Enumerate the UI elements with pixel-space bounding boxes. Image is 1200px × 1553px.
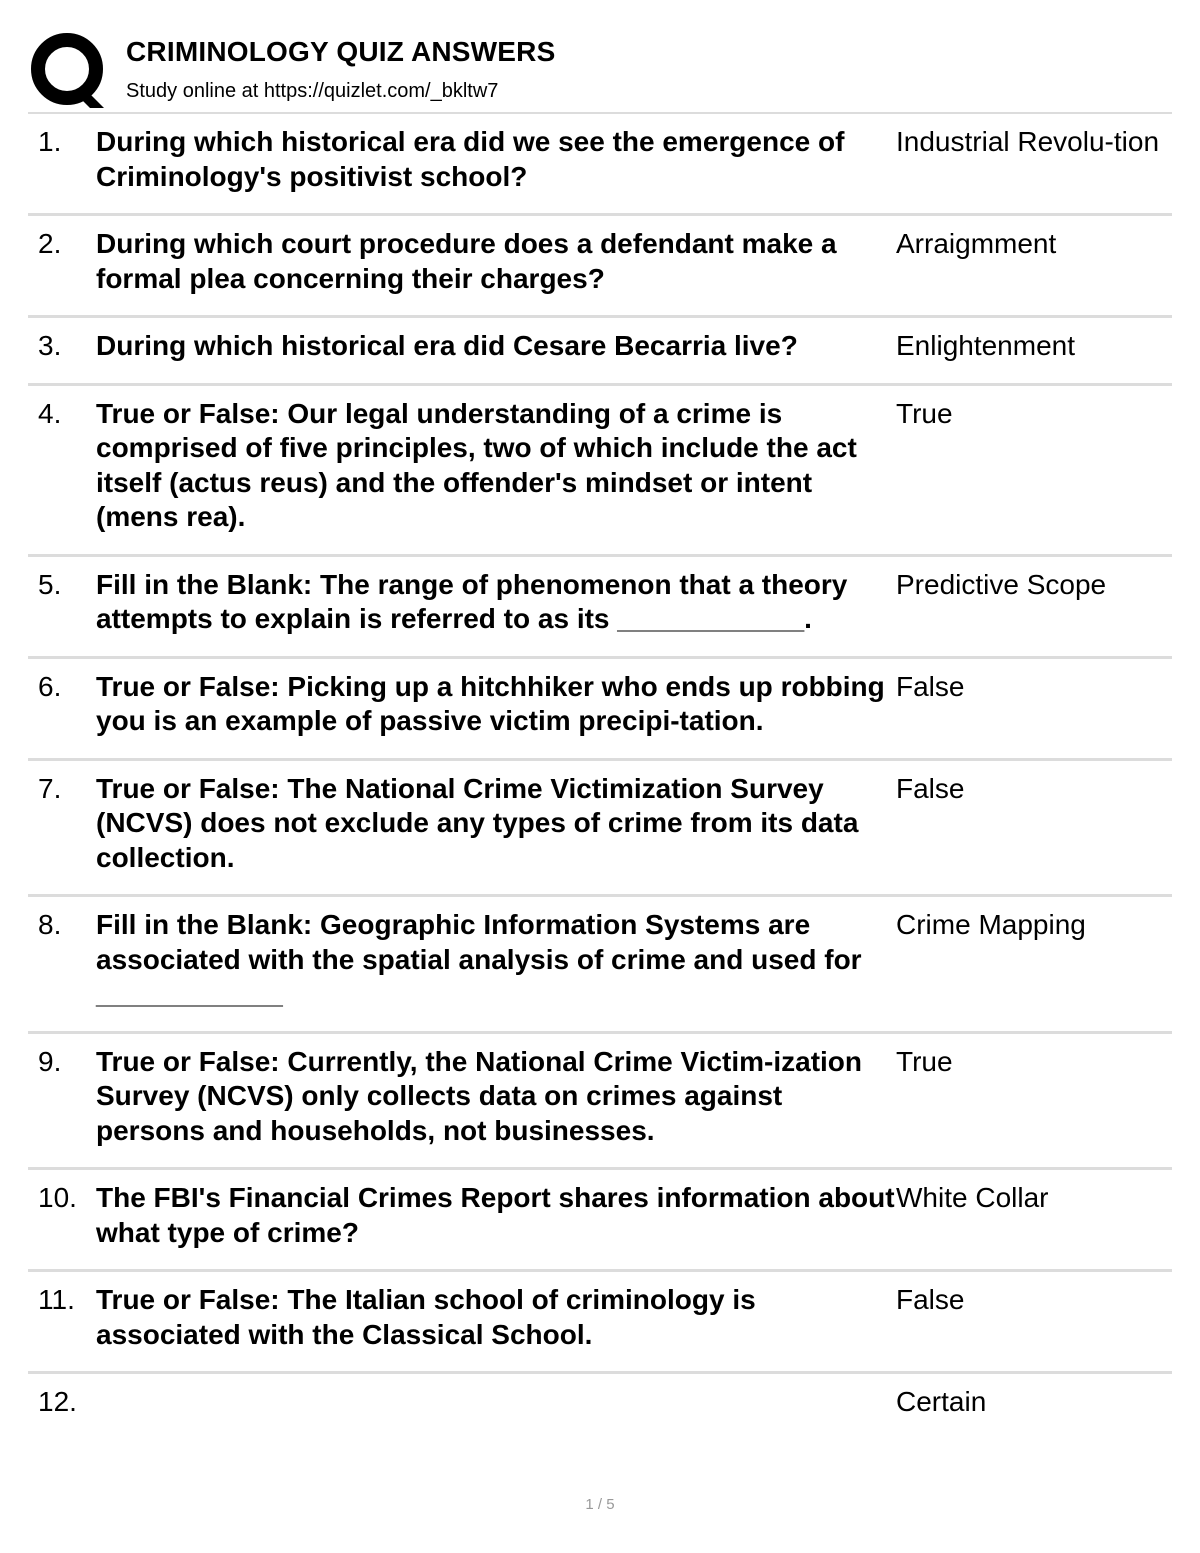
answer-text: Crime Mapping xyxy=(896,909,1086,940)
answer-text: Certain xyxy=(896,1386,987,1417)
page-title: CRIMINOLOGY QUIZ ANSWERS xyxy=(126,36,556,67)
qa-row xyxy=(28,114,1172,216)
question-text: Fill in the Blank: Geographic Information Systems are associated with the spatial analysis of crime and used for ____________ xyxy=(96,909,862,1009)
question-text: True or False: The Italian school of criminology is associated with the Classical School. xyxy=(96,1284,756,1350)
answer-text: True xyxy=(896,1045,953,1077)
qa-row xyxy=(28,1034,1172,1171)
question-text xyxy=(96,1385,896,1420)
qa-row xyxy=(28,1170,1172,1272)
answer-text: True xyxy=(896,397,953,429)
qa-row xyxy=(28,386,1172,557)
question-text: True or False: Our legal understanding of a crime is comprised of five principles, two of which include the act itself (actus reus) and the offender's mindset or intent (mens rea). xyxy=(96,397,857,532)
qa-list xyxy=(28,114,1172,1439)
item-number: 9. xyxy=(38,1045,62,1077)
study-online-link[interactable]: Study online at https://quizlet.com/_bkltw7 xyxy=(126,80,499,102)
item-number: 6. xyxy=(38,670,62,702)
question-text: True or False: The National Crime Victimization Survey (NCVS) does not exclude any types of crime from its data collection. xyxy=(96,772,859,873)
question-text: During which historical era did we see the emergence of Criminology's positivist school? xyxy=(96,126,845,192)
question-text: True or False: Currently, the National Crime Victim-ization Survey (NCVS) only collects data on crimes against persons and households, not businesses. xyxy=(96,1045,863,1146)
question-text: During which court procedure does a defendant make a formal plea concerning their charges? xyxy=(96,228,837,294)
page-header xyxy=(28,30,1172,112)
item-number: 7. xyxy=(38,772,62,804)
qa-row xyxy=(28,1374,1172,1439)
item-number: 11. xyxy=(38,1284,75,1315)
question-text: The FBI's Financial Crimes Report shares information about what type of crime? xyxy=(96,1182,895,1248)
qa-row xyxy=(28,897,1172,1034)
question-text: Fill in the Blank: The range of phenomenon that a theory attempts to explain is referred to as its ____________. xyxy=(96,568,848,634)
item-number: 2. xyxy=(38,228,62,259)
question-text: During which historical era did Cesare Becarria live? xyxy=(96,330,798,361)
question-text: True or False: Picking up a hitchhiker who ends up robbing you is an example of passive victim precipi-tation. xyxy=(96,670,885,736)
answer-text: Arraigmment xyxy=(896,228,1057,259)
answer-text: False xyxy=(896,772,965,804)
item-number: 3. xyxy=(38,330,62,361)
quizlet-logo-icon xyxy=(30,32,106,108)
item-number: 5. xyxy=(38,568,62,600)
item-number: 8. xyxy=(38,909,62,940)
answer-text: Enlightenment xyxy=(896,330,1076,361)
qa-row xyxy=(28,1272,1172,1374)
item-number: 4. xyxy=(38,397,62,429)
answer-text: False xyxy=(896,1284,965,1315)
qa-row xyxy=(28,318,1172,386)
answer-text: Predictive Scope xyxy=(896,568,1107,600)
page-number: 1 / 5 xyxy=(585,1496,615,1513)
answer-text: White Collar xyxy=(896,1182,1049,1213)
item-number: 1. xyxy=(38,126,62,157)
answer-text: False xyxy=(896,670,965,702)
qa-row xyxy=(28,761,1172,898)
item-number: 12. xyxy=(38,1386,77,1417)
qa-row xyxy=(28,659,1172,761)
qa-row xyxy=(28,557,1172,659)
item-number: 10. xyxy=(38,1182,77,1213)
qa-row xyxy=(28,216,1172,318)
answer-text: Industrial Revolu-tion xyxy=(896,126,1160,157)
